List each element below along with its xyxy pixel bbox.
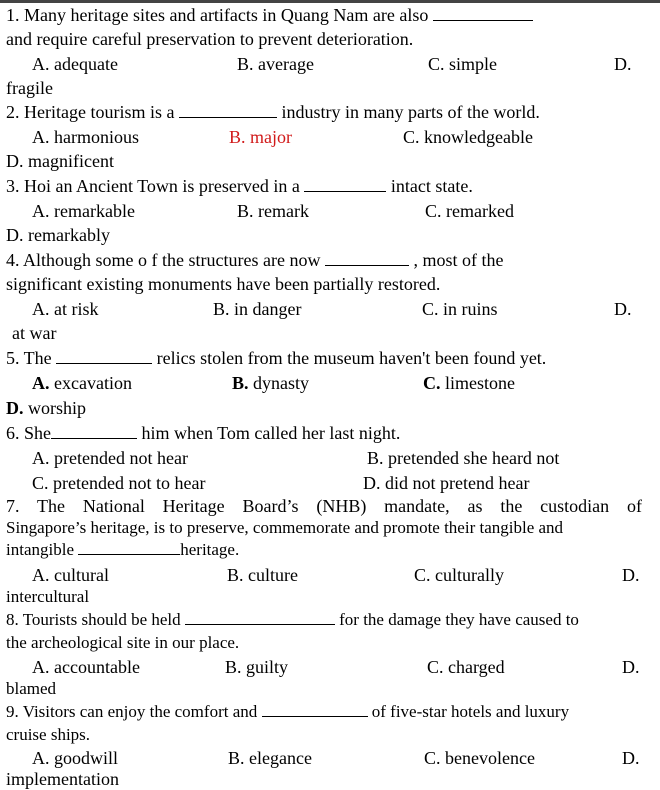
option-d[interactable] <box>6 397 86 419</box>
question-8-line-2: the archeological site in our place. <box>6 633 240 652</box>
question-4-text: 4. Although some o f the structures are now <box>6 250 325 270</box>
option-b[interactable]: B. guilty <box>225 657 289 677</box>
question-1 <box>6 4 533 26</box>
question-2-text: 2. Heritage tourism is a <box>6 102 179 122</box>
question-4 <box>6 249 503 271</box>
option-c[interactable]: C. culturally <box>414 565 504 585</box>
option-d[interactable]: D. <box>622 565 640 585</box>
option-letter: B. <box>232 373 249 393</box>
question-6-text-end: him when Tom called her last night. <box>137 423 401 443</box>
question-7-line-3 <box>6 539 239 561</box>
answer-blank[interactable] <box>325 250 409 266</box>
option-d[interactable]: D. <box>614 54 632 74</box>
answer-blank[interactable] <box>78 539 180 555</box>
answer-blank[interactable] <box>179 102 277 118</box>
option-d[interactable]: D. <box>622 748 640 768</box>
question-5-text: 5. The <box>6 348 57 368</box>
question-7-text-end: heritage. <box>180 540 240 559</box>
option-c[interactable]: C. knowledgeable <box>403 127 533 147</box>
option-c[interactable]: C. simple <box>428 54 498 74</box>
option-c[interactable]: C. remarked <box>425 201 514 221</box>
option-a[interactable]: A. remarkable <box>32 201 135 221</box>
option-d[interactable]: D. <box>614 299 632 319</box>
option-text: excavation <box>49 373 132 393</box>
option-letter: C. <box>423 373 441 393</box>
option-b[interactable]: B. in danger <box>213 299 302 319</box>
question-8-text-end: for the damage they have caused to <box>334 610 579 629</box>
option-d-text[interactable]: at war <box>12 323 57 343</box>
option-a[interactable]: A. goodwill <box>32 748 119 768</box>
option-d-text-cutoff <box>0 766 660 789</box>
option-a[interactable]: A. adequate <box>32 54 118 74</box>
option-a[interactable]: A. pretended not hear <box>32 448 188 468</box>
option-b[interactable]: B. culture <box>227 565 298 585</box>
question-3-text-end: intact state. <box>386 176 473 196</box>
option-b[interactable]: B. pretended she heard not <box>367 448 560 468</box>
option-c[interactable] <box>423 372 515 394</box>
question-9-text-end: of five-star hotels and luxury <box>367 702 570 721</box>
option-d[interactable]: D. remarkably <box>6 225 110 245</box>
question-5-text-end: relics stolen from the museum haven't been found yet. <box>152 348 547 368</box>
option-b[interactable] <box>232 372 309 394</box>
option-a[interactable]: A. harmonious <box>32 127 139 147</box>
answer-blank[interactable] <box>304 176 386 192</box>
top-border <box>0 0 660 3</box>
question-2 <box>6 101 540 123</box>
option-text: dynasty <box>248 373 310 393</box>
question-7-text: intangible <box>6 540 79 559</box>
answer-blank[interactable] <box>56 348 152 364</box>
answer-blank[interactable] <box>433 5 533 21</box>
question-3 <box>6 175 473 197</box>
option-a[interactable] <box>32 372 132 394</box>
question-5 <box>6 347 546 369</box>
option-d-text[interactable]: implementation <box>6 769 119 789</box>
option-d-text[interactable]: fragile <box>6 78 53 98</box>
option-b[interactable]: B. average <box>237 54 314 74</box>
answer-blank[interactable] <box>262 701 368 717</box>
option-b-selected[interactable]: B. major <box>229 127 292 147</box>
question-8-text: 8. Tourists should be held <box>6 610 185 629</box>
question-3-text: 3. Hoi an Ancient Town is preserved in a <box>6 176 305 196</box>
question-4-line-2: significant existing monuments have been partially restored. <box>6 274 441 294</box>
question-9 <box>6 701 569 723</box>
option-d-text[interactable]: blamed <box>6 679 57 698</box>
option-a[interactable]: A. at risk <box>32 299 99 319</box>
option-d[interactable]: D. magnificent <box>6 151 114 171</box>
option-letter: A. <box>32 373 50 393</box>
question-1-text: 1. Many heritage sites and artifacts in Quang Nam are also <box>6 5 433 25</box>
option-c[interactable]: C. in ruins <box>422 299 498 319</box>
option-a[interactable]: A. accountable <box>32 657 140 677</box>
question-6-text: 6. She <box>6 423 51 443</box>
option-text: worship <box>23 398 86 418</box>
question-7-line-1: 7. The National Heritage Board’s (NHB) mandate, as the custodian of <box>6 496 642 516</box>
option-c[interactable]: C. benevolence <box>424 748 535 768</box>
answer-blank[interactable] <box>185 609 335 625</box>
option-a[interactable]: A. cultural <box>32 565 109 585</box>
question-1-line-2: and require careful preservation to prevent deterioration. <box>6 29 414 49</box>
option-d[interactable]: D. <box>622 657 640 677</box>
question-9-text: 9. Visitors can enjoy the comfort and <box>6 702 262 721</box>
option-letter: D. <box>6 398 24 418</box>
question-6 <box>6 422 400 444</box>
answer-blank[interactable] <box>51 423 137 439</box>
option-d-text[interactable]: intercultural <box>6 587 90 606</box>
question-2-text-end: industry in many parts of the world. <box>276 102 540 122</box>
option-d[interactable]: D. did not pretend hear <box>363 473 530 493</box>
option-c[interactable]: C. charged <box>427 657 505 677</box>
question-9-line-2: cruise ships. <box>6 725 91 744</box>
question-8 <box>6 609 579 631</box>
option-text: limestone <box>440 373 515 393</box>
option-c[interactable]: C. pretended not to hear <box>32 473 206 493</box>
option-b[interactable]: B. elegance <box>228 748 312 768</box>
option-b[interactable]: B. remark <box>237 201 309 221</box>
question-7-line-2: Singapore’s heritage, is to preserve, commemorate and promote their tangible and <box>6 518 564 537</box>
question-4-text-end: , most of the <box>408 250 504 270</box>
